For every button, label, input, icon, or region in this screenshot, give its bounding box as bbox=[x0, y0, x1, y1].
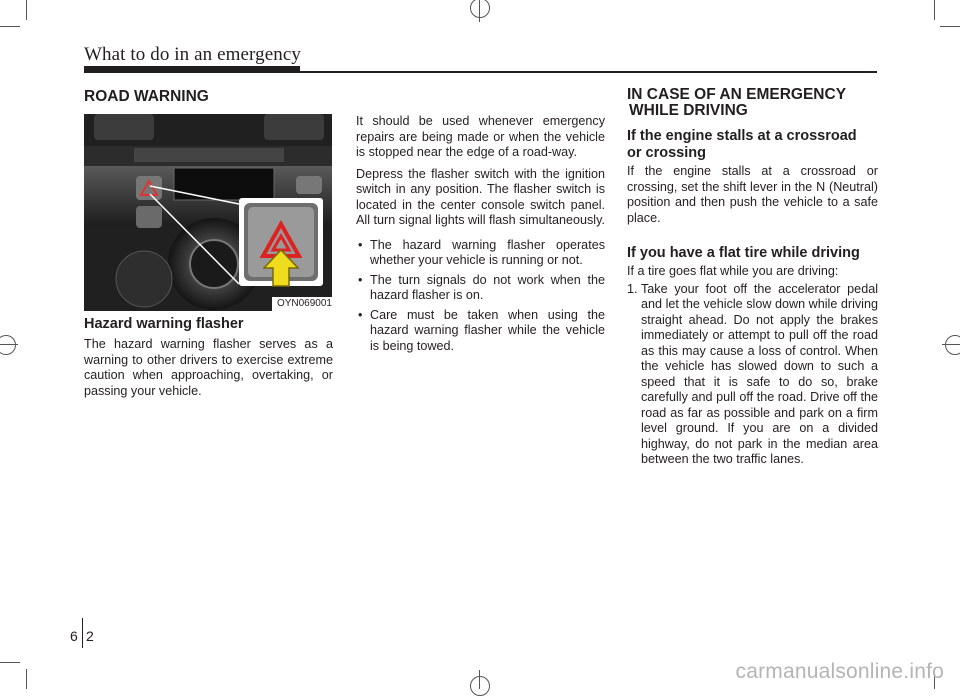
bullet-list bbox=[356, 238, 605, 355]
bullet-icon: • bbox=[358, 237, 363, 252]
crop-mark bbox=[0, 26, 20, 27]
header-rule bbox=[84, 71, 877, 73]
registration-mark bbox=[945, 335, 960, 355]
registration-mark bbox=[470, 676, 490, 696]
subheading-flat-tire: If you have a flat tire while driving bbox=[627, 245, 860, 261]
crop-mark bbox=[942, 344, 960, 345]
subheading-hazard-warning-flasher: Hazard warning flasher bbox=[84, 316, 244, 332]
section-heading-emergency-driving: IN CASE OF AN EMERGENCY WHILE DRIVING bbox=[627, 86, 847, 119]
hazard-flasher-paragraph: The hazard warning flasher serves as a warning to other drivers to exercise extreme caution when approaching, overtaking, or passing your vehicle. bbox=[84, 337, 333, 398]
paragraph: If a tire goes flat while you are driving: bbox=[627, 264, 839, 278]
list-item: 1. Take your foot off the accelerator pedal and let the vehicle slow down while driving straight ahead. Do not apply the brakes immediately or attempt to pull off the road as this may cause a loss of control. When the vehicle has slowed down to such a speed that it is safe to do so, brake carefully and pull off the road. Drive off the road as far as possible and park on a firm level ground. If you are on a divided highway, do not park in the median area between the two traffic lanes. bbox=[627, 281, 878, 466]
section-heading-road-warning: ROAD WARNING bbox=[84, 88, 209, 105]
registration-mark bbox=[0, 335, 16, 355]
crop-mark bbox=[26, 0, 27, 20]
bullet-icon: • bbox=[358, 307, 363, 322]
footer-divider bbox=[82, 618, 83, 648]
crop-mark bbox=[479, 0, 480, 22]
page-number: 2 bbox=[86, 628, 94, 644]
crop-mark bbox=[479, 670, 480, 689]
middle-column bbox=[356, 114, 605, 358]
paragraph: It should be used whenever emergency repairs are being made or when the vehicle is stopped near the edge of a road-way. bbox=[356, 114, 605, 159]
engine-stalls-paragraph: If the engine stalls at a crossroad or crossing, set the shift lever in the N (Neutral) position and then push the vehicle to a safe place. bbox=[627, 164, 878, 225]
hazard-switch-illustration bbox=[84, 114, 332, 311]
bullet-icon: • bbox=[358, 272, 363, 287]
page-header-title: What to do in an emergency bbox=[84, 44, 301, 65]
crop-mark bbox=[26, 669, 27, 689]
steps-list bbox=[627, 282, 878, 468]
subheading-engine-stalls: If the engine stalls at a crossroad or crossing bbox=[627, 128, 857, 161]
crop-mark bbox=[934, 0, 935, 20]
list-item: • Care must be taken when using the hazard warning flasher while the vehicle is being towed. bbox=[358, 307, 605, 353]
chapter-number: 6 bbox=[70, 628, 78, 644]
flat-tire-section bbox=[627, 264, 878, 468]
list-item: • The hazard warning flasher operates whether your vehicle is running or not. bbox=[358, 237, 605, 267]
paragraph: Depress the flasher switch with the ignition switch in any position. The flasher switch is located in the center console switch panel. All turn signal lights will flash simultaneously. bbox=[356, 166, 605, 227]
watermark: carmanualsonline.info bbox=[735, 660, 944, 683]
list-item: • The turn signals do not work when the hazard flasher is on. bbox=[358, 272, 605, 302]
crop-mark bbox=[0, 344, 18, 345]
registration-mark bbox=[470, 0, 490, 18]
figure-code: OYN069001 bbox=[272, 297, 332, 311]
crop-mark bbox=[940, 26, 960, 27]
crop-mark bbox=[0, 662, 20, 663]
hazard-switch-photo bbox=[84, 114, 332, 311]
